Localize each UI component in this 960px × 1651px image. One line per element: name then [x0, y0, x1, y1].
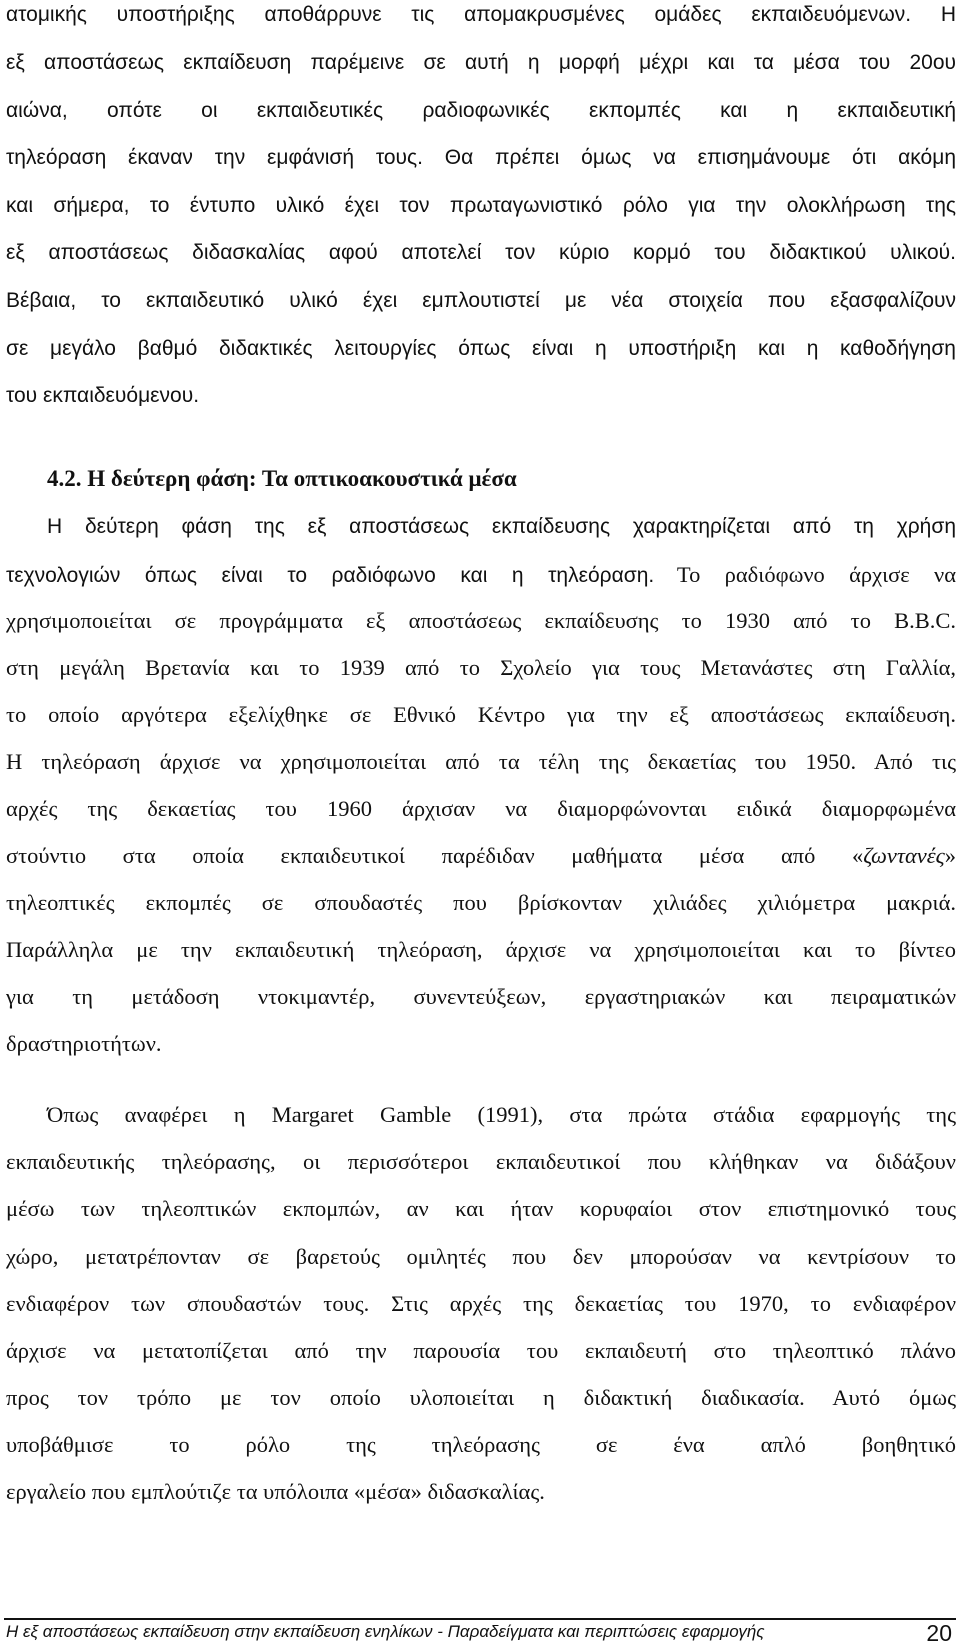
- paragraph-2-line: Η δεύτερη φάση της εξ αποστάσεως εκπαίδευσης χαρακτηρίζεται από τη χρήση: [47, 515, 956, 538]
- paragraph-3-line: εκπαιδευτικής τηλεόρασης, οι περισσότεροι εκπαιδευτικοί που κλήθηκαν να διδάξουν: [6, 1149, 956, 1174]
- paragraph-2-line: το οποίο αργότερα εξελίχθηκε σε Εθνικό Κέντρο για την εξ αποστάσεως εκπαίδευση.: [6, 702, 956, 727]
- paragraph-1-line: εξ αποστάσεως εκπαίδευση παρέμεινε σε αυτή η μορφή μέχρι και τα μέσα του 20ου: [6, 51, 956, 74]
- paragraph-2-line-segment: τεχνολογιών όπως είναι το ραδιόφωνο και η τηλεόραση.: [6, 564, 655, 587]
- paragraph-2-line: τηλεοπτικές εκπομπές σε σπουδαστές που βρίσκονταν χιλιάδες χιλιόμετρα μακριά.: [6, 890, 956, 915]
- paragraph-3-line: εργαλείο που εμπλούτιζε τα υπόλοιπα «μέσα» διδασκαλίας.: [6, 1479, 545, 1504]
- paragraph-1-line: ατομικής υποστήριξης αποθάρρυνε τις απομακρυσμένες ομάδες εκπαιδευόμενων. Η: [6, 3, 956, 26]
- paragraph-3-line: χώρο, μετατρέπονταν σε βαρετούς ομιλητές που δεν μπορούσαν να κεντρίσουν το: [6, 1244, 956, 1269]
- paragraph-1-line: του εκπαιδευόμενου.: [6, 384, 200, 407]
- paragraph-1-line: αιώνα, οπότε οι εκπαιδευτικές ραδιοφωνικές εκπομπές και η εκπαιδευτική: [6, 99, 956, 122]
- paragraph-2-line: [6, 564, 956, 587]
- paragraph-2-line: δραστηριοτήτων.: [6, 1031, 162, 1056]
- paragraph-2-line: για τη μετάδοση ντοκιμαντέρ, συνεντεύξεων, εργαστηριακών και πειραματικών: [6, 984, 956, 1009]
- paragraph-3-line: ενδιαφέρον των σπουδαστών τους. Στις αρχές της δεκαετίας του 1970, το ενδιαφέρον: [6, 1291, 956, 1316]
- paragraph-1-line: Βέβαια, το εκπαιδευτικό υλικό έχει εμπλουτιστεί με νέα στοιχεία που εξασφαλίζουν: [6, 289, 956, 312]
- paragraph-1-line: τηλεόραση έκαναν την εμφάνισή τους. Θα πρέπει όμως να επισημάνουμε ότι ακόμη: [6, 146, 956, 169]
- paragraph-3-line: προς τον τρόπο με τον οποίο υλοποιείται η διδακτική διαδικασία. Αυτό όμως: [6, 1385, 956, 1410]
- paragraph-1-line: σε μεγάλο βαθμό διδακτικές λειτουργίες όπως είναι η υποστήριξη και η καθοδήγηση: [6, 337, 956, 360]
- paragraph-1-line: και σήμερα, το έντυπο υλικό έχει τον πρωταγωνιστικό ρόλο για την ολοκλήρωση της: [6, 194, 956, 217]
- emphasis-text: ζωντανές: [863, 843, 945, 868]
- paragraph-3-line: Όπως αναφέρει η Margaret Gamble (1991), στα πρώτα στάδια εφαρμογής της: [47, 1102, 956, 1127]
- paragraph-3-line: μέσω των τηλεοπτικών εκπομπών, αν και ήταν κορυφαίοι στον επιστημονικό τους: [6, 1196, 956, 1221]
- page-number: 20: [926, 1620, 952, 1646]
- paragraph-2-line: αρχές της δεκαετίας του 1960 άρχισαν να διαμορφώνονται ειδικά διαμορφωμένα: [6, 796, 956, 821]
- paragraph-2-line-segment: στούντιο στα οποία εκπαιδευτικοί παρέδιδαν μαθήματα μέσα από «: [6, 843, 864, 868]
- paragraph-2-line: Η τηλεόραση άρχισε να χρησιμοποιείται από τα τέλη της δεκαετίας του 1950. Από τις: [6, 749, 956, 774]
- paragraph-1-line: εξ αποστάσεως διδασκαλίας αφού αποτελεί τον κύριο κορμό του διδακτικού υλικού.: [6, 241, 956, 264]
- paragraph-2-line-segment: Το ραδιόφωνο άρχισε να: [676, 562, 957, 587]
- section-heading: 4.2. Η δεύτερη φάση: Τα οπτικοακουστικά μέσα: [47, 466, 517, 491]
- paragraph-3-line: υποβάθμισε το ρόλο της τηλεόρασης σε ένα απλό βοηθητικό: [6, 1432, 956, 1457]
- paragraph-3-line: άρχισε να μετατοπίζεται από την παρουσία του εκπαιδευτή στο τηλεοπτικό πλάνο: [6, 1338, 956, 1363]
- paragraph-2-line: Παράλληλα με την εκπαιδευτική τηλεόραση, άρχισε να χρησιμοποιείται και το βίντεο: [6, 937, 956, 962]
- footer-title: Η εξ αποστάσεως εκπαίδευση στην εκπαίδευση ενηλίκων - Παραδείγματα και περιπτώσεις εφαρμογής: [6, 1622, 765, 1641]
- paragraph-2-line: χρησιμοποιείται σε προγράμματα εξ αποστάσεως εκπαίδευσης το 1930 από το B.B.C.: [6, 608, 956, 633]
- paragraph-2-line: [6, 845, 956, 868]
- paragraph-2-line-segment: »: [944, 843, 956, 868]
- footer-rule: [4, 1618, 956, 1620]
- paragraph-2-line: στη μεγάλη Βρετανία και το 1939 από το Σχολείο για τους Μετανάστες στη Γαλλία,: [6, 655, 956, 680]
